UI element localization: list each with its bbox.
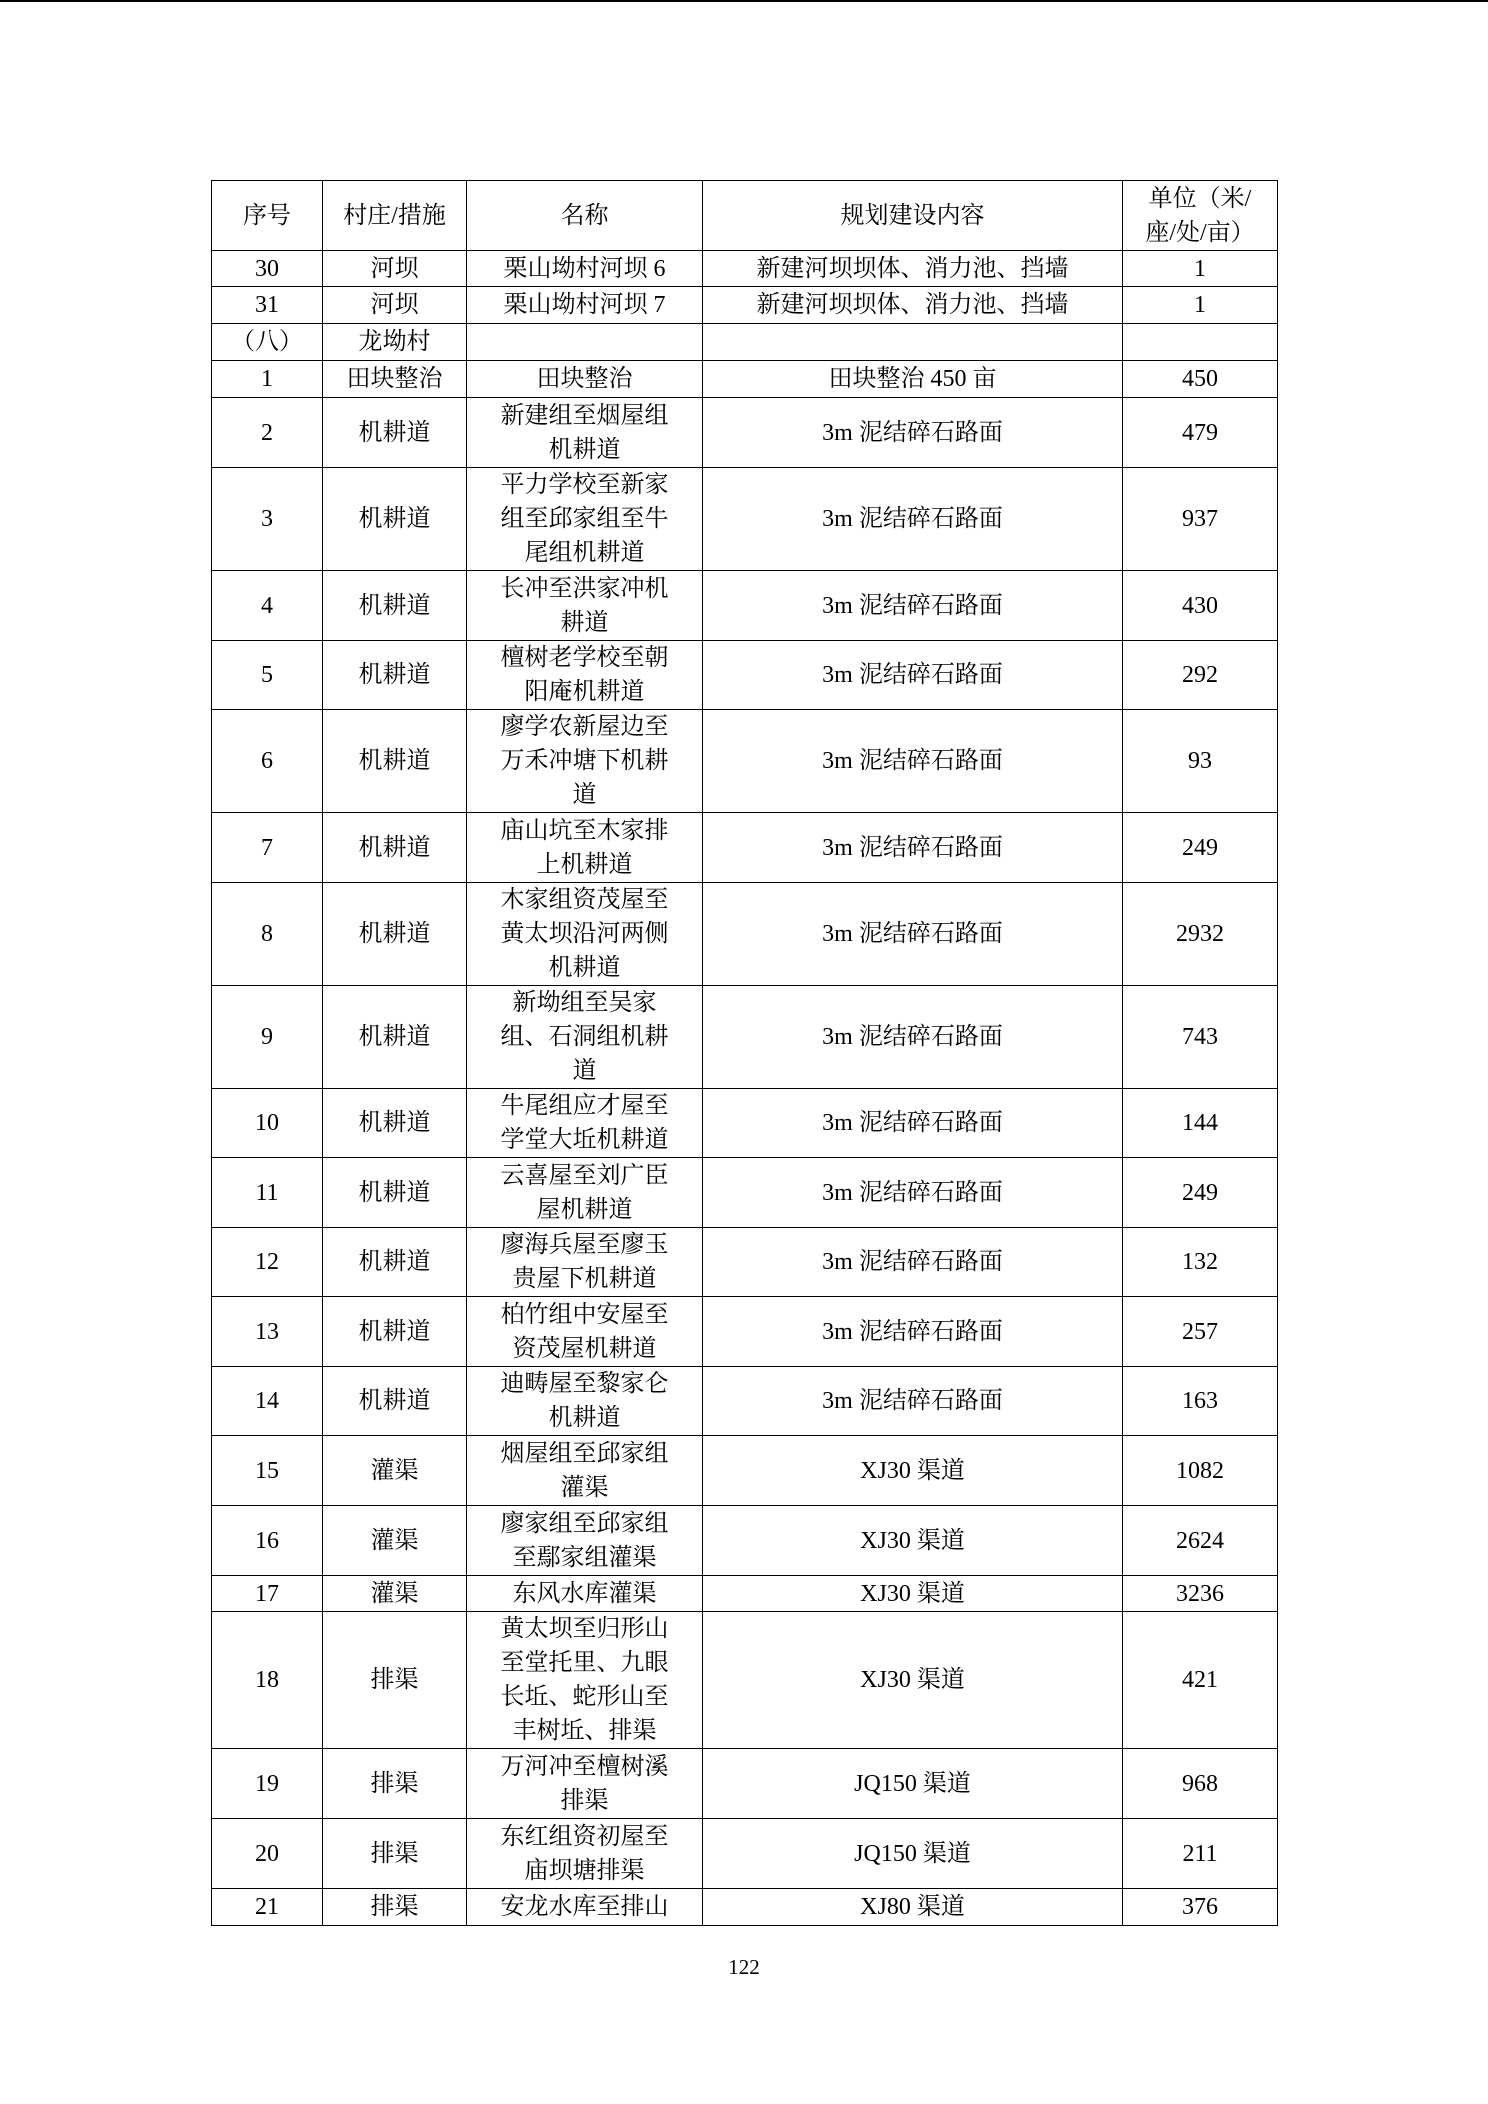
table-row <box>212 710 1278 813</box>
row-no: 15 <box>212 1436 323 1506</box>
header-no: 序号 <box>212 181 323 251</box>
table-row <box>212 1749 1278 1819</box>
row-name: 廖海兵屋至廖玉 贵屋下机耕道 <box>467 1228 703 1297</box>
header-content: 规划建设内容 <box>703 181 1123 251</box>
row-no: 5 <box>212 641 323 710</box>
row-quantity: 249 <box>1123 813 1278 883</box>
row-name: 迪畴屋至黎家仑 机耕道 <box>467 1367 703 1436</box>
header-unit: 单位（米/ 座/处/亩） <box>1123 181 1278 251</box>
row-no: 16 <box>212 1506 323 1576</box>
row-content: 3m 泥结碎石路面 <box>703 883 1123 986</box>
row-quantity: 144 <box>1123 1089 1278 1158</box>
table-row <box>212 571 1278 641</box>
row-quantity: 1082 <box>1123 1436 1278 1506</box>
row-type: 机耕道 <box>323 1228 467 1297</box>
row-quantity: 743 <box>1123 986 1278 1089</box>
row-type: 灌渠 <box>323 1576 467 1612</box>
row-name: 栗山坳村河坝 7 <box>467 287 703 324</box>
row-content: 3m 泥结碎石路面 <box>703 1158 1123 1228</box>
row-no: 4 <box>212 571 323 641</box>
row-quantity: 3236 <box>1123 1576 1278 1612</box>
row-content: 3m 泥结碎石路面 <box>703 1367 1123 1436</box>
row-name: 安龙水库至排山 <box>467 1889 703 1926</box>
header-name: 名称 <box>467 181 703 251</box>
row-quantity: 430 <box>1123 571 1278 641</box>
row-type: 田块整治 <box>323 361 467 398</box>
row-quantity: 1 <box>1123 251 1278 287</box>
table-row <box>212 1889 1278 1926</box>
row-quantity: 292 <box>1123 641 1278 710</box>
table-row <box>212 883 1278 986</box>
header-village-measure: 村庄/措施 <box>323 181 467 251</box>
row-no: 7 <box>212 813 323 883</box>
row-content: 3m 泥结碎石路面 <box>703 641 1123 710</box>
row-name: 东红组资初屋至 庙坝塘排渠 <box>467 1819 703 1889</box>
row-type: 机耕道 <box>323 1297 467 1367</box>
row-content: 3m 泥结碎石路面 <box>703 710 1123 813</box>
row-no: 20 <box>212 1819 323 1889</box>
table-row <box>212 1158 1278 1228</box>
row-name: 新坳组至吴家 组、石洞组机耕 道 <box>467 986 703 1089</box>
row-no: 14 <box>212 1367 323 1436</box>
table-row <box>212 1089 1278 1158</box>
row-name: 木家组资茂屋至 黄太坝沿河两侧 机耕道 <box>467 883 703 986</box>
table-row <box>212 1506 1278 1576</box>
row-no: 17 <box>212 1576 323 1612</box>
row-name <box>467 324 703 361</box>
row-type: 排渠 <box>323 1749 467 1819</box>
row-no: 1 <box>212 361 323 398</box>
table-row <box>212 361 1278 398</box>
row-name: 牛尾组应才屋至 学堂大坵机耕道 <box>467 1089 703 1158</box>
row-type: 机耕道 <box>323 986 467 1089</box>
row-type: 机耕道 <box>323 641 467 710</box>
table-row <box>212 641 1278 710</box>
row-name: 长冲至洪家冲机 耕道 <box>467 571 703 641</box>
table-row <box>212 398 1278 468</box>
row-no: 9 <box>212 986 323 1089</box>
row-quantity: 249 <box>1123 1158 1278 1228</box>
top-border-line <box>0 0 1488 2</box>
row-no: 3 <box>212 468 323 571</box>
row-content: 3m 泥结碎石路面 <box>703 1089 1123 1158</box>
row-quantity: 421 <box>1123 1612 1278 1749</box>
row-content: JQ150 渠道 <box>703 1819 1123 1889</box>
row-name: 廖家组至邱家组 至鄢家组灌渠 <box>467 1506 703 1576</box>
row-name: 檀树老学校至朝 阳庵机耕道 <box>467 641 703 710</box>
row-no: 6 <box>212 710 323 813</box>
table-row <box>212 1228 1278 1297</box>
table-row <box>212 813 1278 883</box>
row-type: 灌渠 <box>323 1436 467 1506</box>
row-quantity: 1 <box>1123 287 1278 324</box>
row-type: 机耕道 <box>323 398 467 468</box>
row-type: 灌渠 <box>323 1506 467 1576</box>
table-row <box>212 251 1278 287</box>
row-type: 机耕道 <box>323 1158 467 1228</box>
row-name: 万河冲至檀树溪 排渠 <box>467 1749 703 1819</box>
table-row <box>212 1819 1278 1889</box>
row-content: 3m 泥结碎石路面 <box>703 571 1123 641</box>
table-row <box>212 1297 1278 1367</box>
row-name: 柏竹组中安屋至 资茂屋机耕道 <box>467 1297 703 1367</box>
table-header-row <box>212 181 1278 251</box>
row-no: 2 <box>212 398 323 468</box>
row-quantity: 257 <box>1123 1297 1278 1367</box>
row-type: 龙坳村 <box>323 324 467 361</box>
row-name: 田块整治 <box>467 361 703 398</box>
row-name: 烟屋组至邱家组 灌渠 <box>467 1436 703 1506</box>
row-content <box>703 324 1123 361</box>
row-content: 新建河坝坝体、消力池、挡墙 <box>703 287 1123 324</box>
row-content: 3m 泥结碎石路面 <box>703 398 1123 468</box>
row-type: 机耕道 <box>323 468 467 571</box>
row-content: XJ80 渠道 <box>703 1889 1123 1926</box>
row-content: 3m 泥结碎石路面 <box>703 1228 1123 1297</box>
row-quantity: 2932 <box>1123 883 1278 986</box>
row-type: 排渠 <box>323 1612 467 1749</box>
page-number: 122 <box>728 1955 760 1979</box>
table-row <box>212 1367 1278 1436</box>
row-quantity: 968 <box>1123 1749 1278 1819</box>
row-no: 8 <box>212 883 323 986</box>
table-row <box>212 1612 1278 1749</box>
row-type: 机耕道 <box>323 1367 467 1436</box>
row-type: 机耕道 <box>323 883 467 986</box>
row-content: XJ30 渠道 <box>703 1506 1123 1576</box>
row-type: 河坝 <box>323 251 467 287</box>
row-no: （八） <box>212 324 323 361</box>
row-type: 机耕道 <box>323 1089 467 1158</box>
row-no: 11 <box>212 1158 323 1228</box>
row-name: 庙山坑至木家排 上机耕道 <box>467 813 703 883</box>
construction-plan-table <box>211 180 1278 1926</box>
row-quantity: 2624 <box>1123 1506 1278 1576</box>
row-content: 新建河坝坝体、消力池、挡墙 <box>703 251 1123 287</box>
row-content: 3m 泥结碎石路面 <box>703 986 1123 1089</box>
row-type: 机耕道 <box>323 813 467 883</box>
row-no: 13 <box>212 1297 323 1367</box>
row-quantity: 937 <box>1123 468 1278 571</box>
row-quantity <box>1123 324 1278 361</box>
row-type: 河坝 <box>323 287 467 324</box>
row-type: 机耕道 <box>323 571 467 641</box>
row-quantity: 132 <box>1123 1228 1278 1297</box>
table-row <box>212 1576 1278 1612</box>
row-type: 排渠 <box>323 1819 467 1889</box>
row-no: 10 <box>212 1089 323 1158</box>
row-name: 黄太坝至归形山 至堂托里、九眼 长坵、蛇形山至 丰树坵、排渠 <box>467 1612 703 1749</box>
table-row <box>212 1436 1278 1506</box>
row-no: 18 <box>212 1612 323 1749</box>
table-row <box>212 287 1278 324</box>
row-content: 田块整治 450 亩 <box>703 361 1123 398</box>
row-quantity: 376 <box>1123 1889 1278 1926</box>
row-no: 31 <box>212 287 323 324</box>
row-content: XJ30 渠道 <box>703 1612 1123 1749</box>
row-quantity: 479 <box>1123 398 1278 468</box>
table-row <box>212 324 1278 361</box>
row-content: XJ30 渠道 <box>703 1436 1123 1506</box>
row-no: 19 <box>212 1749 323 1819</box>
row-name: 云喜屋至刘广臣 屋机耕道 <box>467 1158 703 1228</box>
row-type: 机耕道 <box>323 710 467 813</box>
row-content: 3m 泥结碎石路面 <box>703 1297 1123 1367</box>
row-no: 30 <box>212 251 323 287</box>
row-content: 3m 泥结碎石路面 <box>703 813 1123 883</box>
row-content: XJ30 渠道 <box>703 1576 1123 1612</box>
row-content: JQ150 渠道 <box>703 1749 1123 1819</box>
row-quantity: 450 <box>1123 361 1278 398</box>
row-quantity: 211 <box>1123 1819 1278 1889</box>
row-name: 廖学农新屋边至 万禾冲塘下机耕 道 <box>467 710 703 813</box>
row-quantity: 93 <box>1123 710 1278 813</box>
row-no: 12 <box>212 1228 323 1297</box>
row-name: 新建组至烟屋组 机耕道 <box>467 398 703 468</box>
row-content: 3m 泥结碎石路面 <box>703 468 1123 571</box>
row-name: 东风水库灌渠 <box>467 1576 703 1612</box>
row-quantity: 163 <box>1123 1367 1278 1436</box>
row-no: 21 <box>212 1889 323 1926</box>
table-row <box>212 468 1278 571</box>
row-name: 平力学校至新家 组至邱家组至牛 尾组机耕道 <box>467 468 703 571</box>
row-type: 排渠 <box>323 1889 467 1926</box>
table-row <box>212 986 1278 1089</box>
row-name: 栗山坳村河坝 6 <box>467 251 703 287</box>
